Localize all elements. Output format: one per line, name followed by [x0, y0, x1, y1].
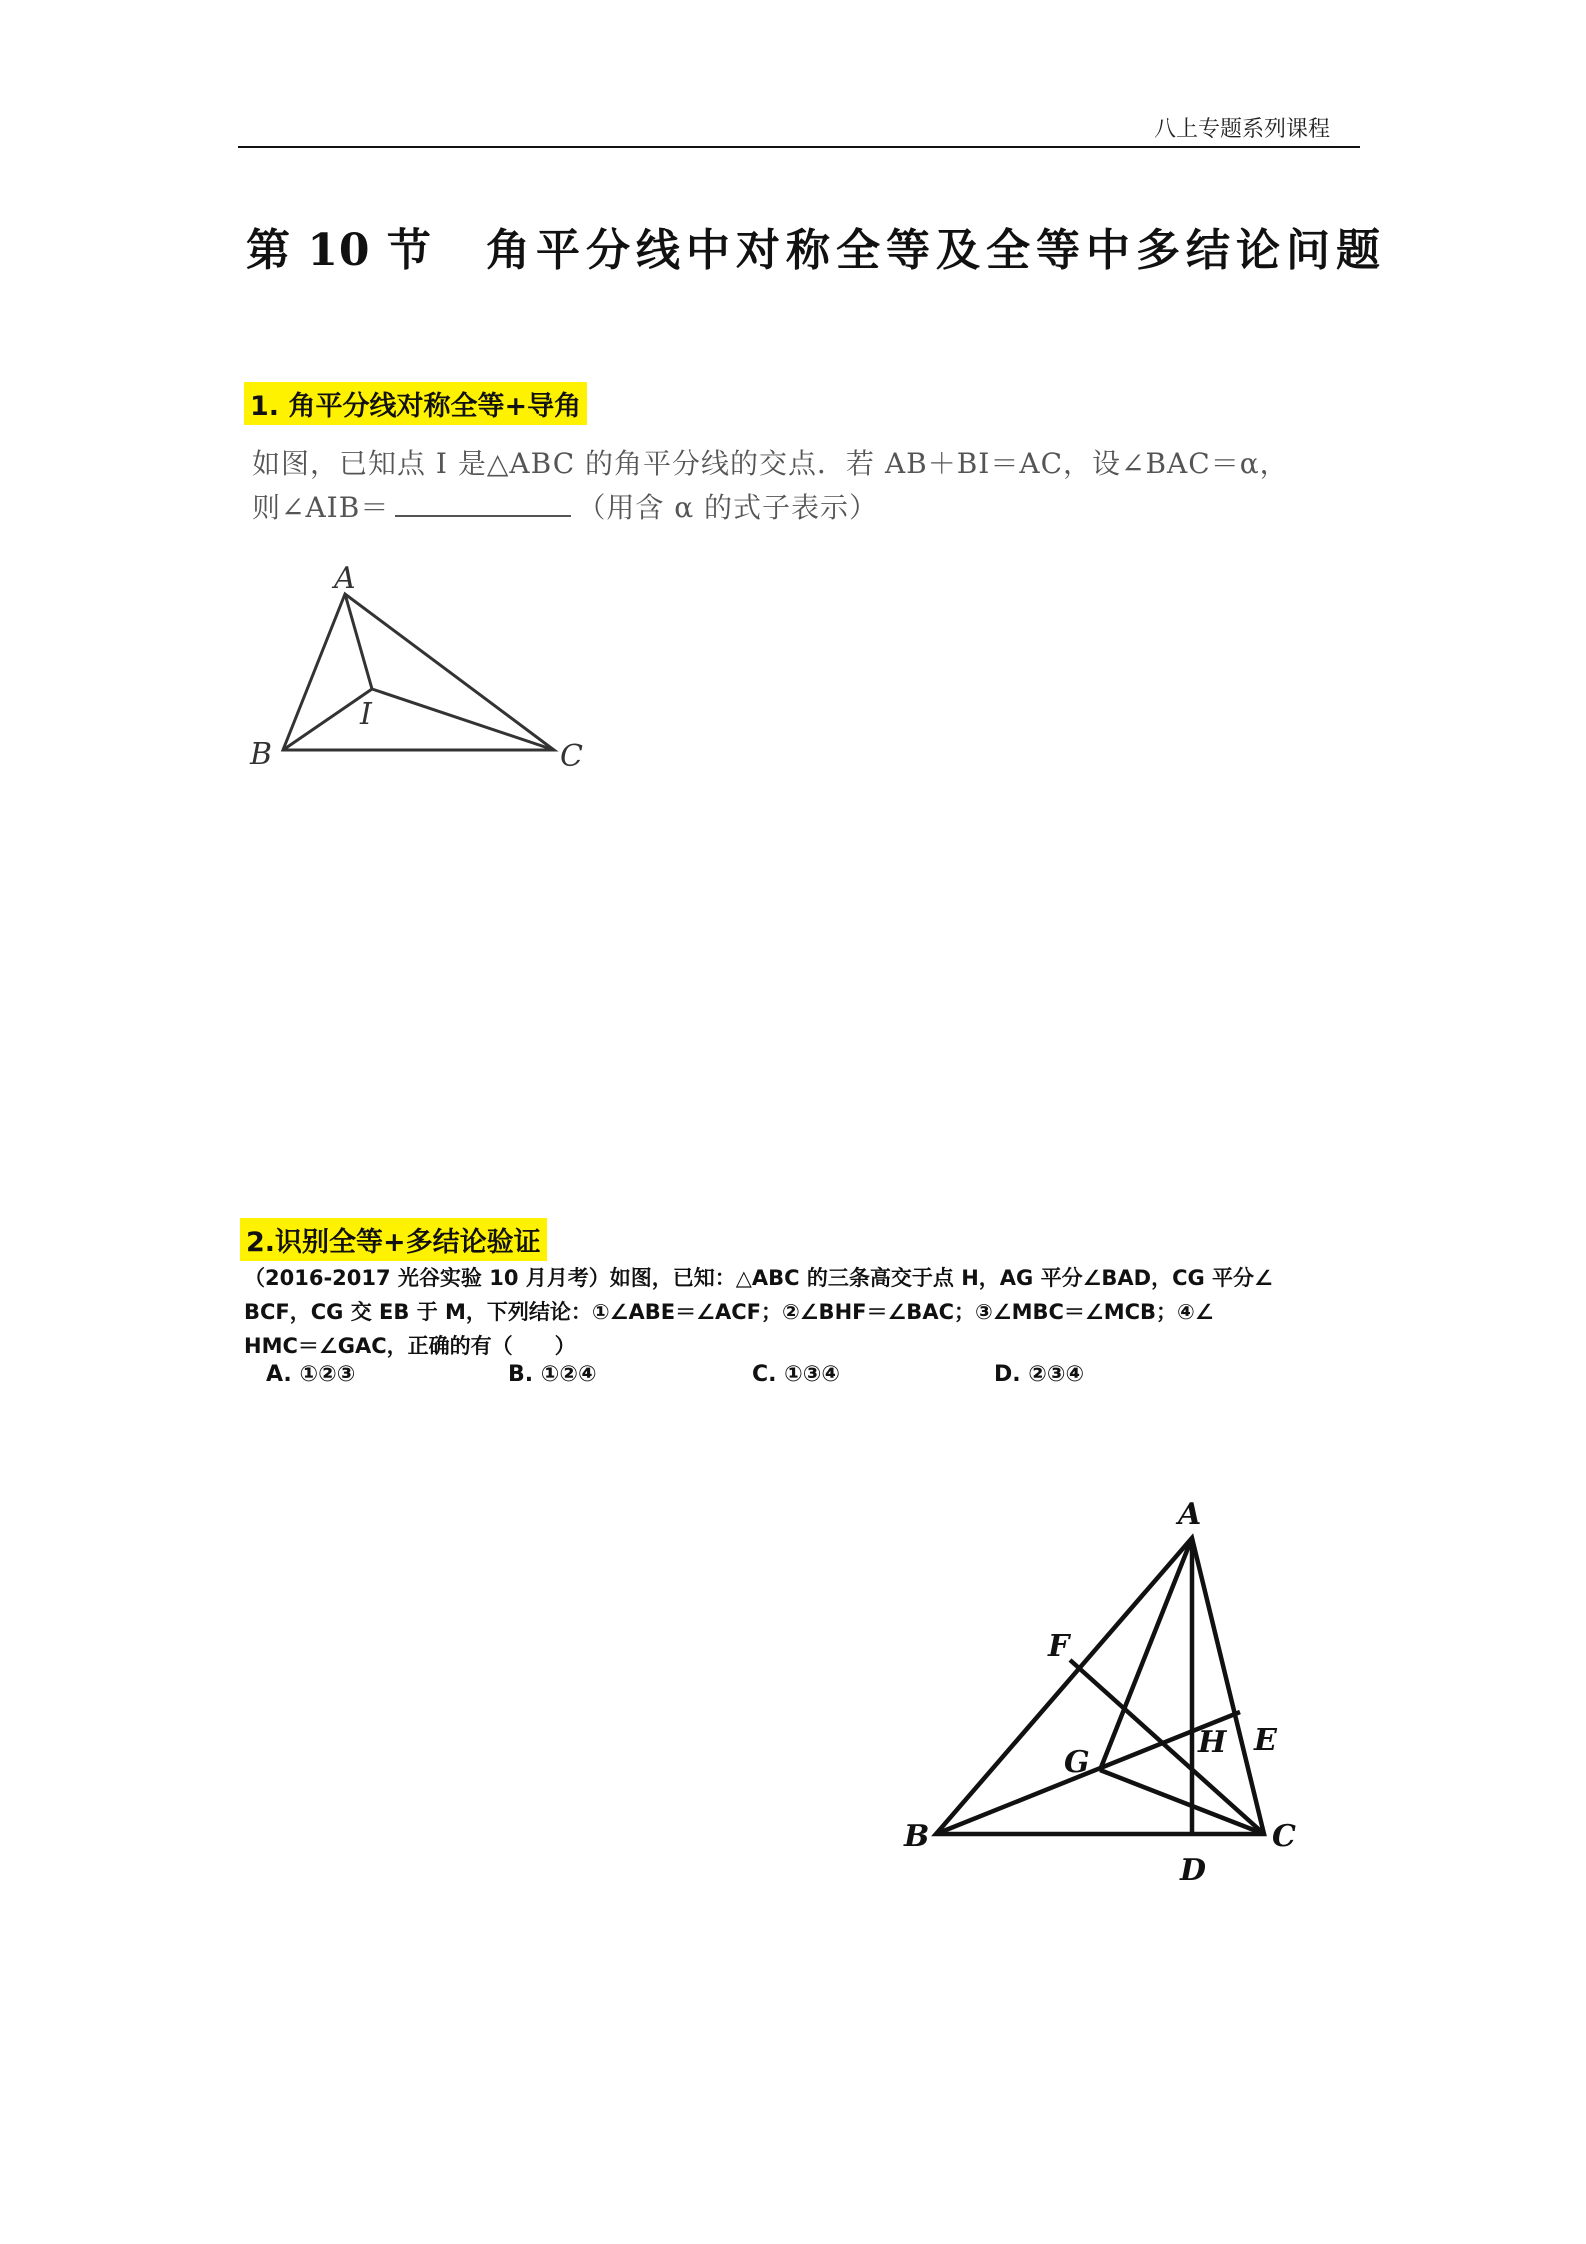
label-a-2: A	[1178, 1497, 1202, 1532]
label-g-2: G	[1064, 1745, 1090, 1780]
label-c-1: C	[560, 739, 583, 774]
problem-1-prefix: 则∠AIB＝	[252, 491, 390, 524]
label-d-2: D	[1180, 1853, 1207, 1888]
label-c-2: C	[1272, 1819, 1296, 1854]
problem-1-text-line-1: 如图，已知点 I 是△ABC 的角平分线的交点．若 AB＋BI＝AC，设∠BAC＝α，	[252, 447, 1289, 480]
header-course-title: 八上专题系列课程	[1153, 117, 1330, 142]
label-h-2: H	[1198, 1725, 1227, 1760]
option-d: D. ②③④	[994, 1362, 1085, 1387]
label-a-1: A	[334, 561, 356, 596]
segment-ai	[345, 594, 372, 689]
label-e-2: E	[1254, 1723, 1277, 1758]
problem-1-suffix: （用含 α 的式子表示）	[577, 491, 879, 524]
problem-2-text-line-2: BCF，CG 交 EB 于 M，下列结论：①∠ABE＝∠ACF；②∠BHF＝∠BAC；③∠MBC＝∠MCB；④∠	[244, 1300, 1214, 1324]
label-b-1: B	[250, 737, 273, 772]
option-c: C. ①③④	[752, 1362, 841, 1387]
label-f-2: F	[1048, 1629, 1070, 1664]
figure-1-lines	[283, 594, 554, 750]
label-b-2: B	[904, 1819, 930, 1854]
bisector-cg	[1100, 1770, 1264, 1834]
option-a: A. ①②③	[266, 1362, 356, 1387]
problem-2-text-line-1: （2016-2017 光谷实验 10 月月考）如图，已知：△ABC 的三条高交于点 H，AG 平分∠BAD，CG 平分∠	[244, 1266, 1273, 1290]
figure-2-lines	[936, 1538, 1264, 1834]
label-i-1: I	[360, 697, 372, 732]
triangle-abc-1	[283, 594, 554, 750]
problem-2-heading: 2.识别全等+多结论验证	[240, 1218, 547, 1261]
problem-1-heading: 1. 角平分线对称全等+导角	[244, 382, 587, 425]
section-number: 第 10 节	[246, 225, 432, 276]
option-b: B. ①②④	[508, 1362, 597, 1387]
altitude-cf	[1070, 1660, 1264, 1834]
section-title: 角平分线中对称全等及全等中多结论问题	[486, 225, 1386, 276]
problem-2-text-line-3: HMC＝∠GAC，正确的有（ ）	[244, 1334, 576, 1358]
segment-ci	[372, 689, 554, 750]
